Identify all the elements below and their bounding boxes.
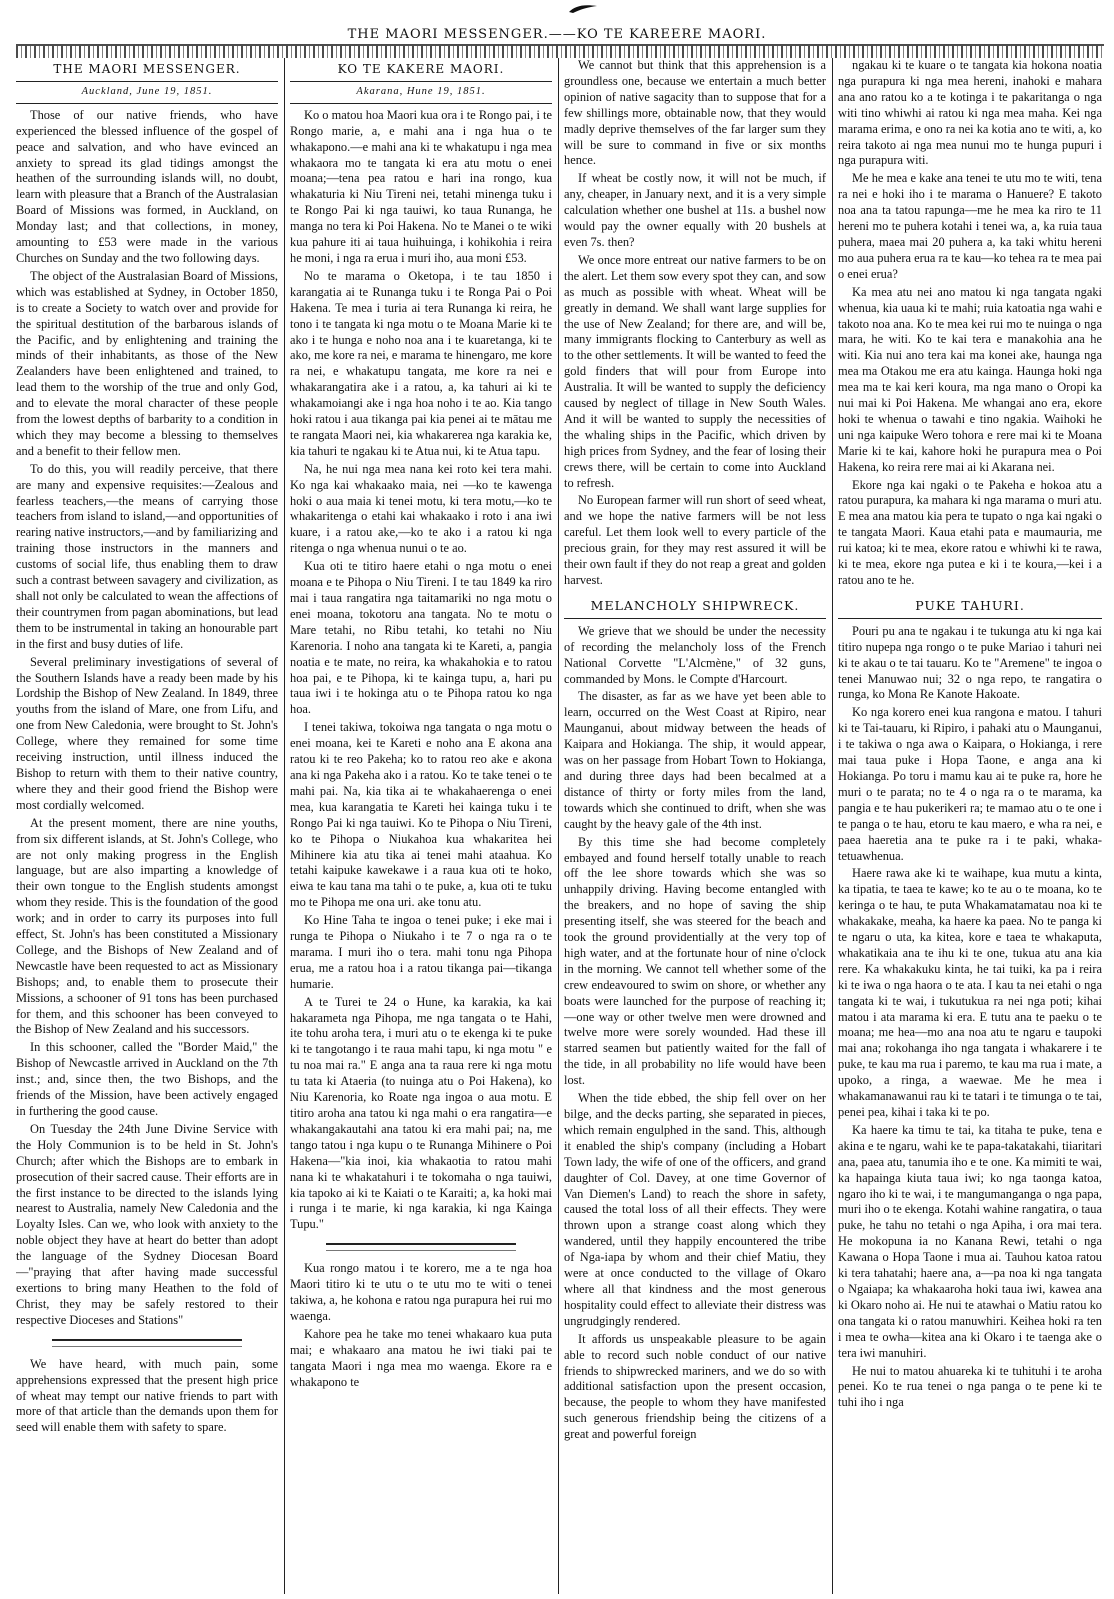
paragraph: Me he mea e kake ana tenei te utu mo te witi, tena ra nei e hoki iho i te marama o Hanuere? E takoto noa ana ta tatou rapunga—me he mea ka riro te 11 hereni mo te puhera kotahi i tenei wa, a, ka ruia taua puhera, maea mai 20 puhera a, ka taki whitu hereni mo aua puhera erua ra te kau—ko tehea ra te mea pai o enei erua?	[838, 171, 1102, 281]
paragraph: We have heard, with much pain, some apprehensions expressed that the present high price of wheat may tempt our native friends to part with more of that article than the demands upon them for seed will enable them with safety to spare.	[16, 1356, 278, 1435]
paragraph: Haere rawa ake ki te waihape, kua mutu a kinta, ka tipatia, te taea te kawe; ko te au o te moana, ko te keringa o te hau, te puta Whakamatamatau noa ki te whakakake, meaha, ka haere ka paea. No te panga ki te ngaru o uta, ka kitea, kore e taea te whakaputa, whakatikaia ana te ihu ki te one, tukua atu ana kia rere. Ka whakakuku kinta, he tai tuiki, ka pa i reira ki te iwa o nga haora o te ata. I kau ta nei etahi o nga tangata ki te wai, i tukutukua ra nei nga poti; kihai matou i ata marama ki era. E tutu ana te paeku o te moana; me hea—mo ana noa atu te ngaru e taupoki mai ana; rokohanga iho nga tangata i whakarere i te puke, te kau ma rua i paremo, te kau ma rua i mate, a upoko, a ringa, a waewae. Me he mea i whakamanawanui rau ki te tatari i te timunga o te tai, penei pea, kihai i taka ki te po.	[838, 866, 1102, 1119]
ornament-icon	[567, 4, 599, 14]
paragraph: Pouri pu ana te ngakau i te tukunga atu ki nga kai titiro nupepa nga rongo o te puke Mariao i tahuri nei ki te akau o te tai tauaru. Ko te "Aremene" te ingoa o tenei Manuwao nui; 32 o nga repo, te rangatira o runga, ko Mona Re Kanote Hakoate.	[838, 623, 1102, 702]
paragraph: We cannot but think that this apprehension is a groundless one, because we entertain a much better opinion of native sagacity than to suppose that for a few shillings more, obtainable now, that they would madly deprive themselves of the far larger sum they will be sure to command in five or six months hence.	[564, 58, 826, 168]
dateline: Auckland, June 19, 1851.	[16, 84, 278, 104]
paragraph: By this time she had become completely embayed and found herself totally unable to reach off the lee shore towards which she was so unhappily driving. Having become entangled with the breakers, and no hope of saving the ship presenting itself, she was steered for the beach and took the ground providentially at the very top of high water, and at the fortunate hour of nine o'clock in the morning. We cannot tell whether some of the crew endeavoured to swim on shore, or whether any boats were launched for the purpose of reaching it; —one way or other twelve men were drowned and twelve more were sorely wounded. Had these ill starred seamen but patiently waited for the fall of the tide, in all probability no life would have been lost.	[564, 834, 826, 1088]
paragraph: Ko Hine Taha te ingoa o tenei puke; i eke mai i runga te Pihopa o Niukaho i te 7 o nga ra o te marama. I muri iho o tera. mahi tonu nga Pihopa erua, me a ratou hoa i a ratou tikanga pai—tikanga humarie.	[290, 913, 552, 991]
column-rule	[832, 58, 833, 1594]
paragraph: It affords us unspeakable pleasure to be again able to record such noble conduct of our native friends to shipwrecked mariners, and we do so with additional satisfaction upon the present occasion, because, the people to whom they have manifested such generous friendship being the citizens of a great and powerful foreign	[564, 1331, 826, 1442]
paragraph: Several preliminary investigations of several of the Southern Islands have a ready been made by his Lordship the Bishop of New Zealand. In 1849, three youths from the island of Mare, one from Lifu, and one from New Caledonia, were brought to St. John's College, where they remained for some time receiving instruction, until illness induced the Bishop to return with them to their native country, where they and their good friend the Bishop were most cordially welcomed.	[16, 654, 278, 812]
newspaper-columns	[16, 58, 1104, 1594]
paragraph: To do this, you will readily perceive, that there are many and expensive requisites:—Zealous and fearless teachers,—the means of carrying those teachers from island to island,—and opportunities of rearing native instructors,—and by familiarizing and training those instructors in the manners and customs of social life, thus enabling them to draw such a contrast between savagery and civilization, as shall not only be calculated to wean the affections of their countrymen from pagan abominations, but lead them to be instrumental in taking an honourable part in the first and busy duties of life.	[16, 461, 278, 651]
paragraph: No European farmer will run short of seed wheat, and we hope the native farmers will be not less careful. Let them look well to every particle of the precious grain, for they may rest assured it will be their own fault if they do not reap a great and golden harvest.	[564, 493, 826, 587]
paragraph: The object of the Australasian Board of Missions, which was established at Sydney, in October 1850, is to create a Society to watch over and provide for the spiritual destitution of the barbarous islands of the Pacific, and by enlightening and training the minds of their inhabitants, as those of the New Zealanders have been enlightened and trained, to lead them to the worship of the true and only God, and to elevate the moral character of these people from the lowest depths of barbarity to a condition in which they may become a blessing to themselves and a benefit to their fellow men.	[16, 268, 278, 458]
paragraph: Na, he nui nga mea nana kei roto kei tera mahi. Ko nga kai whakaako maia, nei —ko te kawenga hoki o aua maia ki tenei motu, ki tera motu,—ko te whakaritenga o etahi kai whakaako i roto i ana iwi kuare, i a ratou ake,—ko te ako i a ratou ki nga ritenga o nga whenua nunui o te ao.	[290, 461, 552, 556]
column-english-continued	[564, 58, 826, 1594]
paragraph: No te marama o Oketopa, i te tau 1850 i karangatia ai te Runanga tuku i te Ronga Pai o Poi Hakena. Te mea i turia ai tera Runanga ki reira, he tono i te tangata ki nga motu o te Moana Marie ki te ako i te hunga e noho noa ana i te kuaretanga, ki te ako, me kore ra nei, e marama te hinengaro, me kore ra nei, e whakatupu tangata, me kore ra nei e whakarangatira ake i a ratou, a, ka tahuri ai ki te whakamoiangi ake i nga hoa noho i te ao. Kia tango hoki ratou i aua tikanga pai kia penei ai te mātau me te rangata Maori nei, kia whakarerea nga karakia ke, kia tahuri te ngakau ki te Atua nui, ki te Atua tapu.	[290, 268, 552, 458]
section-heading-shipwreck: MELANCHOLY SHIPWRECK.	[564, 598, 826, 619]
paragraph: Ka haere ka timu te tai, ka titaha te puke, tena e akina e te ngaru, wahi ke te papa-takatakahi, tiiaritari ana, paea atu, tanumia iho e te one. Ka mimiti te wai, ka hapainga kiuta taua iwi; ko nga taonga katoa, ngaro iho ki te wai, i te mangumanganga o nga papa, muri iho o te ekenga. Kotahi wahine rangatira, o taua puke, he tahu no tetahi o nga Apiha, i ora mai tera. He mokopuna ia no Kanana Rewi, tetahi o nga Kawana o Hopa Taone i mua ai. Tauhou katoa ratou ki tera tahatahi; haere ana, a—pa noa ki nga tangata o Ngaiapa; ka whakaaroha hoki taua iwi, kawea ana ki Okaro noho ai. He nui te atawhai o Matiu ratou ko ona tangata ki o ratou manuwhiri. Keihea hoki ra ten i mea te owha—kitea ana ki Okaro i te taenga ake o tera iwi manuhiri.	[838, 1122, 1102, 1360]
dateline: Akarana, Hune 19, 1851.	[290, 84, 552, 104]
paragraph: Ka mea atu nei ano matou ki nga tangata ngaki whenua, kia uaua ki te mahi; ruia katoatia nga wahi e takoto noa ana. Ko te mea kei rui mo te nuinga o nga mara, he witi. Ko te kai tera e manakohia ana he witi. Kia nui ano tera kai ma konei ake, haunga nga mea ma Otakou me era atu kainga. Haunga hoki nga mea ma te kai keri koura, ma nga mano o Oropi ka nui mai ki Poi Hakena. Me whangai ano era, ekore hoki te whenua o tawahi e tino ngakia. Waihoki he uni nga kaipuke Wero tohora e rere mai ki te Moana Marie ki te kai, kahore hoki he purapura mea o Poi Hakena, ko reira rere mai ai ki Akarana nei.	[838, 284, 1102, 474]
section-divider	[326, 1243, 516, 1251]
paragraph: The disaster, as far as we have yet been able to learn, occurred on the West Coast at Ripiro, near Maunganui, about midway between the heads of Kaipara and Hokianga. The ship, it would appear, was on her passage from Hobart Town to Hokianga, and during three days had been becalmed at a distance of thirty or forty miles from the land, towards which she continued to drift, when she was caught by the heavy gale of the 4th inst.	[564, 689, 826, 831]
paragraph: On Tuesday the 24th June Divine Service with the Holy Communion is to be held in St. John's Church; after which the Bishops are to embark in prosecution of their sacred cause. Their efforts are in the first instance to be directed to the islands lying nearest to Australia, namely New Caledonia and the Loyalty Isles. Can we, who look with anxiety to the noble object they have at heart do better than adopt the language of the Sydney Diocesan Board—"praying that after having made successful exertions to bring many Heathen to the fold of Christ, they may be safely restored to their respective Dioceses and Stations"	[16, 1121, 278, 1327]
column-maori-continued	[838, 58, 1102, 1594]
paragraph: In this schooner, called the "Border Maid," the Bishop of Newcastle arrived in Auckland on the 7th inst.; and, since then, the two Bishops, and the friends of the Mission, have been actively engaged in furthering the good cause.	[16, 1040, 278, 1118]
paragraph: Kahore pea he take mo tenei whakaaro kua puta mai; e whakaaro ana matou he iwi tiaki pai te tangata Maori i nga mea mo waenga. Ekore ra e whakapono te	[290, 1326, 552, 1389]
column-english-editorial	[16, 58, 278, 1594]
paragraph: Kua oti te titiro haere etahi o nga motu o enei moana e te Pihopa o Niu Tireni. I te tau 1849 ka riro mai i taua rangatira nga taitamariki no nga motu o enei moana, tokotoru ana tangata. No te motu o Mare tetahi, no Ribu tetahi, ko tetahi no Niu Karenoria. I noho ana tangata ki te Kareti, a, pangia noatia e te mate, no reira, ka whakahokia e to ratou hoa pai, e te Pihopa, ki te kainga tupu, a, hari pu taua iwi i te hokinga atu o te Pihopa ratou ko nga hoa.	[290, 559, 552, 717]
paragraph: We grieve that we should be under the necessity of recording the melancholy loss of the French National Corvette "L'Alcmène," of 32 guns, commanded by Mons. le Compte d'Harcourt.	[564, 623, 826, 686]
paragraph: ngakau ki te kuare o te tangata kia hokona noatia nga purapura ki nga mea hereni, inahoki e mahara ana ano ratou ko a te kotinga i te pakaritanga o nga witi tino whiwhi ai ratou ki nga mea maha. Kei nga marama erima, e ono ra nei ka kotia ano te witi, a, ko reira takoto ai nga mea nunui mo te hunga pupuri i nga purapura witi.	[838, 58, 1102, 168]
column-heading: KO TE KAKERE MAORI.	[290, 60, 552, 82]
paragraph: I tenei takiwa, tokoiwa nga tangata o nga motu o enei moana, kei te Kareti e noho ana E akona ana ratou ki te reo Pakeha; ko to ratou reo ake e akona ana ki nga Pakeha ako i a ratou. Ko te take tenei o te mahi pai. Na, kia tika ai te whakahaerenga o enei mea, kua karangatia te Kareti hei kainga tuku i te Rongo Pai ki nga tauiwi. Ko te Pihopa o Niu Tireni, ko te Pihopa o Niukahoa kua whakaritea hei Mihinere kia atu tika ai tenei mahi ataahua. Ko tetahi kaipuke kawekawe i a raua kua oti te hoko, eiwa te kau tana ma tahi o te puke, a, kua oti te tuku mo te Pihopa me ona uri. ake tonu atu.	[290, 720, 552, 910]
paragraph: When the tide ebbed, the ship fell over on her bilge, and the decks parting, she separated in pieces, which remain engulphed in the sand. This, although it enabled the ship's company (including a Hobart Town lady, the wife of one of the officers, and grand daughter of Col. Davey, at one time Governor of Van Diemen's Land) to reach the shore in safety, caused the total loss of all their effects. They were thrown upon a strange coast along which they wandered, until they happily encountered the tribe of Nga-iapa by whom and their chief Matiu, they were at once conducted to the village of Okaro where all that kindness and the most generous hospitality could effect to alleviate their distress was ungrudgingly rendered.	[564, 1091, 826, 1328]
column-rule	[558, 58, 559, 1594]
paragraph: At the present moment, there are nine youths, from six different islands, at St. John's College, who are not only making progress in the English language, but are also imparting a knowledge of their own tongue to the English students amongst whom they reside. This is the foundation of the good work; and in order to carry its purposes into full effect, St. John's has been constituted a Missionary College, and the Bishops of New Zealand and of Newcastle have been requested to act as Missionary Bishops; and, to enable them to prosecute their Missions, a schooner of 91 tons has been purchased for them, and this schooner has been conveyed to the Bishop of New Zealand and his successors.	[16, 815, 278, 1037]
paragraph: If wheat be costly now, it will not be much, if any, cheaper, in January next, and it is a very simple calculation whether one bushel at 11s. a bushel now would pay the owner equally with 20 bushels at even 7s. then?	[564, 171, 826, 249]
paragraph: We once more entreat our native farmers to be on the alert. Let them sow every spot they can, and sow as much as possible with wheat. Wheat will be greatly in demand. We shall want large supplies for the use of New Zealand; for there are, and will be, many immigrants flocking to Canterbury as well as to the other settlements. It will be wanted to feed the gold finders that will pour from Europe into Australia. It will be wanted to supply the deficiency caused by neglect of tillage in New South Wales. And it will be wanted to supply the necessities of the whaling ships in the Pacific, which driven by high prices from Sydney, and the fear of losing their crews there, will be certain to come into Auckland to refresh.	[564, 252, 826, 490]
section-divider	[52, 1339, 242, 1347]
page-title: THE MAORI MESSENGER.——KO TE KAREERE MAORI.	[347, 27, 767, 42]
section-heading-puke-tahuri: PUKE TAHURI.	[838, 598, 1102, 619]
paragraph: Kua rongo matou i te korero, me a te nga hoa Maori titiro ki te utu o te utu mo te witi o tenei takiwa, a, he kohona e ratou nga purapura hei rui mo waenga.	[290, 1261, 552, 1323]
paragraph: Ekore nga kai ngaki o te Pakeha e hokoa atu a ratou purapura, ka mahara ki nga marama o muri atu. E mea ana matou kia pera te tupato o nga kai ngaki o te tangata Maori. Kaua etahi pata e maumauria, me rui katoa; ki te mea, ekore ratou e whiwhi ki te rawa, ki te mea, ekore nga putea e ki i te koura,—kei i a ratou ano te he.	[838, 477, 1102, 587]
header-rule	[16, 44, 1104, 58]
column-rule	[284, 58, 285, 1594]
paragraph: A te Turei te 24 o Hune, ka karakia, ka kai hakarameta nga Pihopa, me nga tangata o te Hahi, ite tohu aroha tera, i muri atu o te ekenga ki te puke ki te tangotango i te raua mahi tapu, ki nga motu " e tu noa mai ra." E anga ana ta raua rere ki nga motu tu tata ki Ataeria (to nuinga atu o Poi Hakena), ko Niu Karenoria, ko Roate nga ingoa o aua motu. E titiro aroha ana tatou ki nga mahi o era rangatira—e whakangakautahi ana tatou ki era mahi pai; na, me tango tatou i nga kupu o te Runanga Mihinere o Poi Hakena—"kia inoi, kia whakaotia to ratou mahi nana ki te whakatahuri i te tokomaha o nga tauiwi, kia tapoko ai ki te Kaiati o te Karaiti; a, ka hoki mai i runga i te marie, ki nga karakia, ki nga Kainga Tupu."	[290, 994, 552, 1232]
column-maori-editorial	[290, 58, 552, 1594]
paragraph: He nui to matou ahuareka ki te tuhituhi i te aroha penei. Ko te rua tenei o nga panga o te pene ki te tuhi iho i nga	[838, 1363, 1102, 1410]
paragraph: Those of our native friends, who have experienced the blessed influence of the gospel of peace and salvation, and who have evinced an anxiety to spread its glad tidings amongst the heathen of the surrounding islands will, no doubt, learn with pleasure that a Branch of the Australasian Board of Missions was formed, in Auckland, on Monday last; and that collections, in money, amounting to £53 were made in the various Churches on Sunday and the two following days.	[16, 107, 278, 265]
paragraph: Ko o matou hoa Maori kua ora i te Rongo pai, i te Rongo marie, a, e mahi ana i nga hua o te whakapono.—e mahi ana ki te whakatupu i nga mea whakaora mo te tangata ki era atu motu o enei moana;—tena pea ratou e hari ina rongo, kua whakaturia ki Niu Tireni nei, tetahi minenga tuku i te Rongo Pai ki nga tauiwi, ko taua Runanga, he manga no tera ki Poi Hakena. No te Manei o te wiki kua pahure iti ai taua huihuinga, i kohikohia i reira he moni, i nga ra erua i muri iho, aua moni £53.	[290, 107, 552, 265]
column-heading: THE MAORI MESSENGER.	[16, 60, 278, 82]
paragraph: Ko nga korero enei kua rangona e matou. I tahuri ki te Tai-tauaru, ki Ripiro, i pahaki atu o Maunganui, i te takiwa o nga awa o Kaipara, o Hokianga, i rere mai taua puke i Hopa Taone, e anga ana ki Hokianga. Po toru i mamu kau ai te puke ra, hore he muri o te parata; no te 4 o nga ra o te marama, ka pangia e te hau pukerikeri ra; te mamao atu o te one i te panga o te hau, etoru te kau maero, e wha ra nei, e paea haeretia ana te puke ra i te paki, whaka-tetuawhenua.	[838, 705, 1102, 863]
